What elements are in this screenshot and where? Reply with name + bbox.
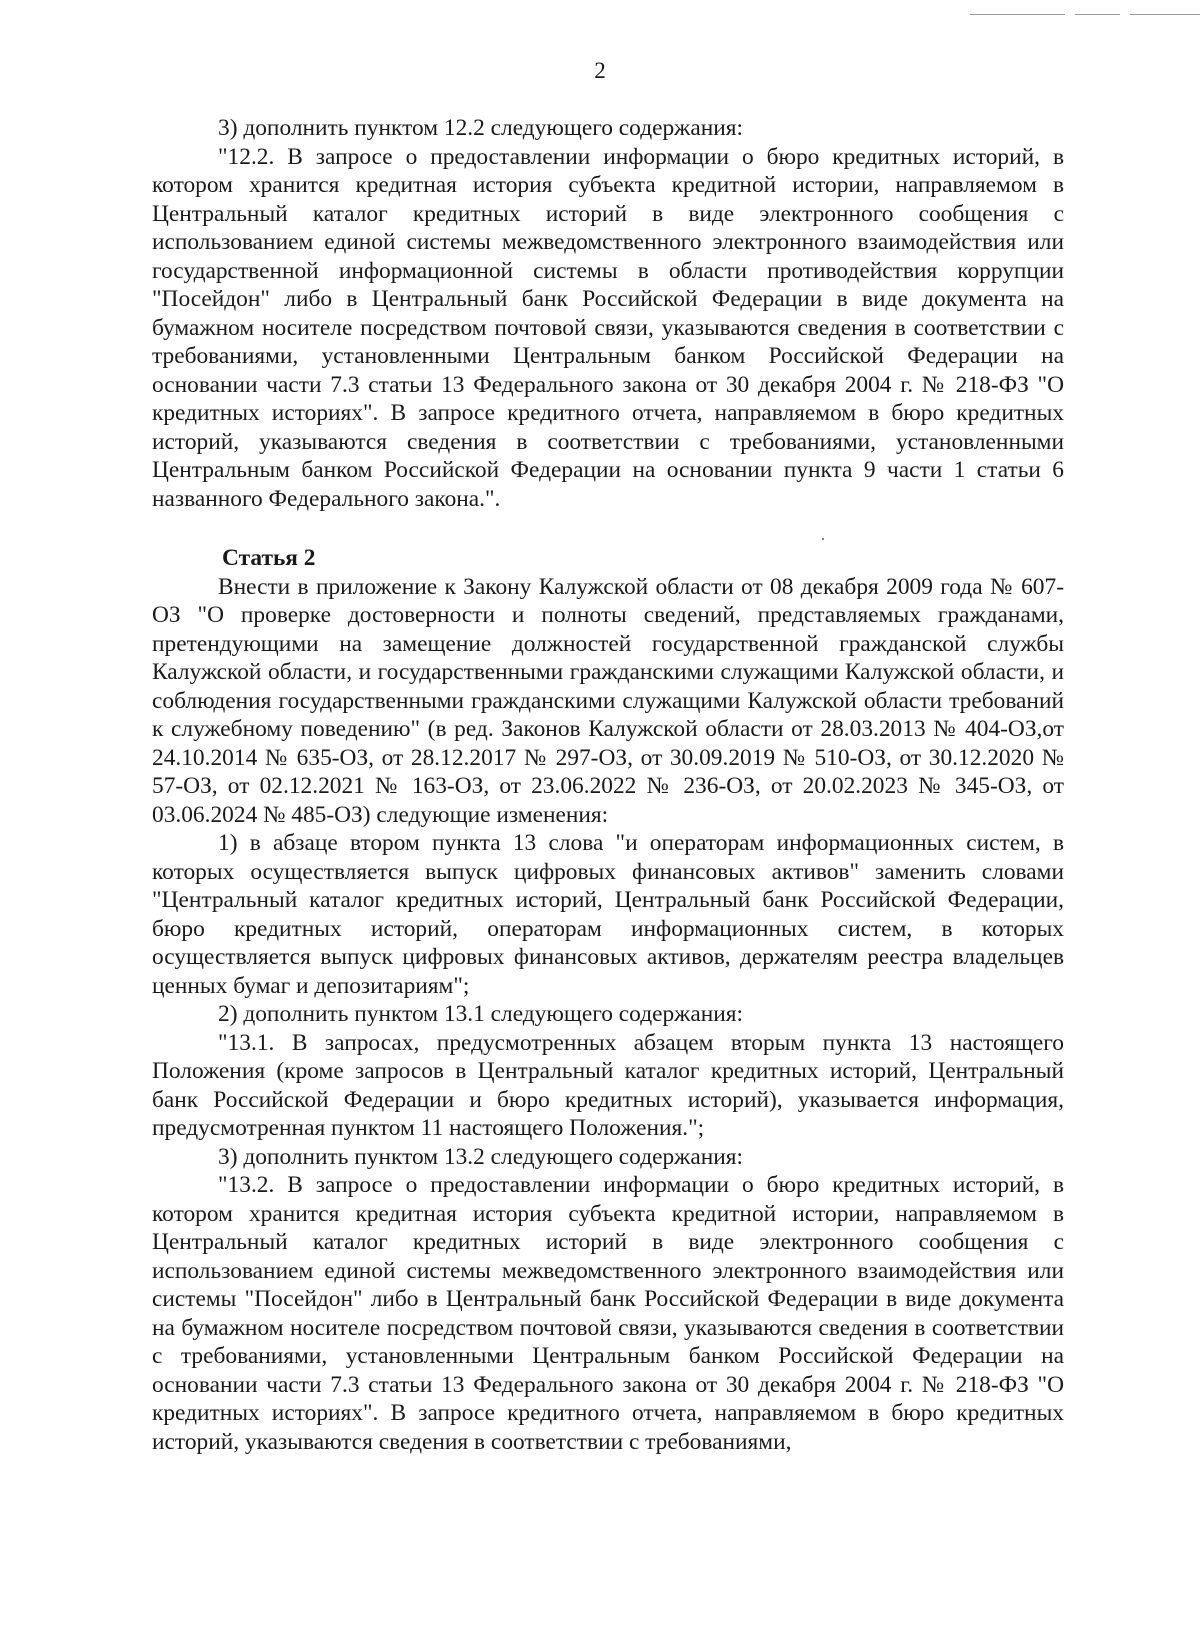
article-heading: Статья 2 bbox=[222, 545, 316, 571]
paragraph-item-3: 3) дополнить пунктом 12.2 следующего содержания: bbox=[218, 115, 744, 141]
paragraph-item-3b: 3) дополнить пунктом 13.2 следующего содержания: bbox=[218, 1143, 744, 1170]
scan-artifact-lines bbox=[970, 12, 1200, 18]
page-number: 2 bbox=[594, 58, 606, 83]
paragraph-clause-13-1: "13.1. В запросах, предусмотренных абзацем вторым пункта 13 настоящего Положения (кроме запросов в Центральный каталог кредитных историй, Центральный банк Российской Федерации и бюро кредитных историй), указывается информация, предусмотренная пунктом 11 настоящего Положения."; bbox=[152, 1029, 1064, 1141]
paragraph-item-2: 2) дополнить пунктом 13.1 следующего содержания: bbox=[218, 1001, 744, 1027]
paragraph-article-intro: Внести в приложение к Закону Калужской области от 08 декабря 2009 года № 607-ОЗ "О проверке достоверности и полноты сведений, представляемых гражданами, претендующими на замещение должностей государственной гражданской службы Калужской области, и государственными гражданскими служащими Калужской области, и соблюдения государственными гражданскими служащими Калужской области требований к служебному поведению" (в ред. Законов Калужской области от 28.03.2013 № 404-ОЗ,от 24.10.2014 № 635-ОЗ, от 28.12.2017 № 297-ОЗ, от 30.09.2019 № 510-ОЗ, от 30.12.2020 № 57-ОЗ, от 02.12.2021 № 163-ОЗ, от 23.06.2022 № 236-ОЗ, от 20.02.2023 № 345-ОЗ, от 03.06.2024 № 485-ОЗ) следующие изменения: bbox=[152, 573, 1064, 828]
paragraph-item-1: 1) в абзаце втором пункта 13 слова "и операторам информационных систем, в которых осуществляется выпуск цифровых финансовых активов" заменить словами "Центральный каталог кредитных историй, Центральный банк Российской Федерации, бюро кредитных историй, операторам информационных систем, в которых осуществляется выпуск цифровых финансовых активов, держателям реестра владельцев ценных бумаг и депозитариям"; bbox=[152, 830, 1064, 999]
paragraph-clause-13-2: "13.2. В запросе о предоставлении информации о бюро кредитных историй, в котором хранится кредитная история субъекта кредитной истории, направляемом в Центральный каталог кредитных историй в виде электронного сообщения с использованием единой системы межведомственного электронного взаимодействия или системы "Посейдон" либо в Центральный банк Российской Федерации в виде документа на бумажном носителе посредством почтовой связи, указываются сведения в соответствии с требованиями, установленными Центральным банком Российской Федерации на основании части 7.3 статьи 13 Федерального закона от 30 декабря 2004 г. № 218-ФЗ "О кредитных историях". В запросе кредитного отчета, направляемом в бюро кредитных историй, указываются сведения в соответствии с требованиями, bbox=[152, 1172, 1064, 1455]
paragraph-clause-12-2: "12.2. В запросе о предоставлении информации о бюро кредитных историй, в котором хранится кредитная история субъекта кредитной истории, направляемом в Центральный каталог кредитных историй в виде электронного сообщения с использованием единой системы межведомственного электронного взаимодействия или государственной информационной системы в области противодействия коррупции "Посейдон" либо в Центральный банк Российской Федерации в виде документа на бумажном носителе посредством почтовой связи, указываются сведения в соответствии с требованиями, установленными Центральным банком Российской Федерации на основании части 7.3 статьи 13 Федерального закона от 30 декабря 2004 г. № 218-ФЗ "О кредитных историях". В запросе кредитного отчета, направляемом в бюро кредитных историй, указываются сведения в соответствии с требованиями, установленными Центральным банком Российской Федерации на основании пункта 9 части 1 статьи 6 названного Федерального закона.". bbox=[152, 143, 1064, 512]
scan-speck bbox=[822, 538, 824, 540]
document-body bbox=[152, 114, 1064, 1456]
